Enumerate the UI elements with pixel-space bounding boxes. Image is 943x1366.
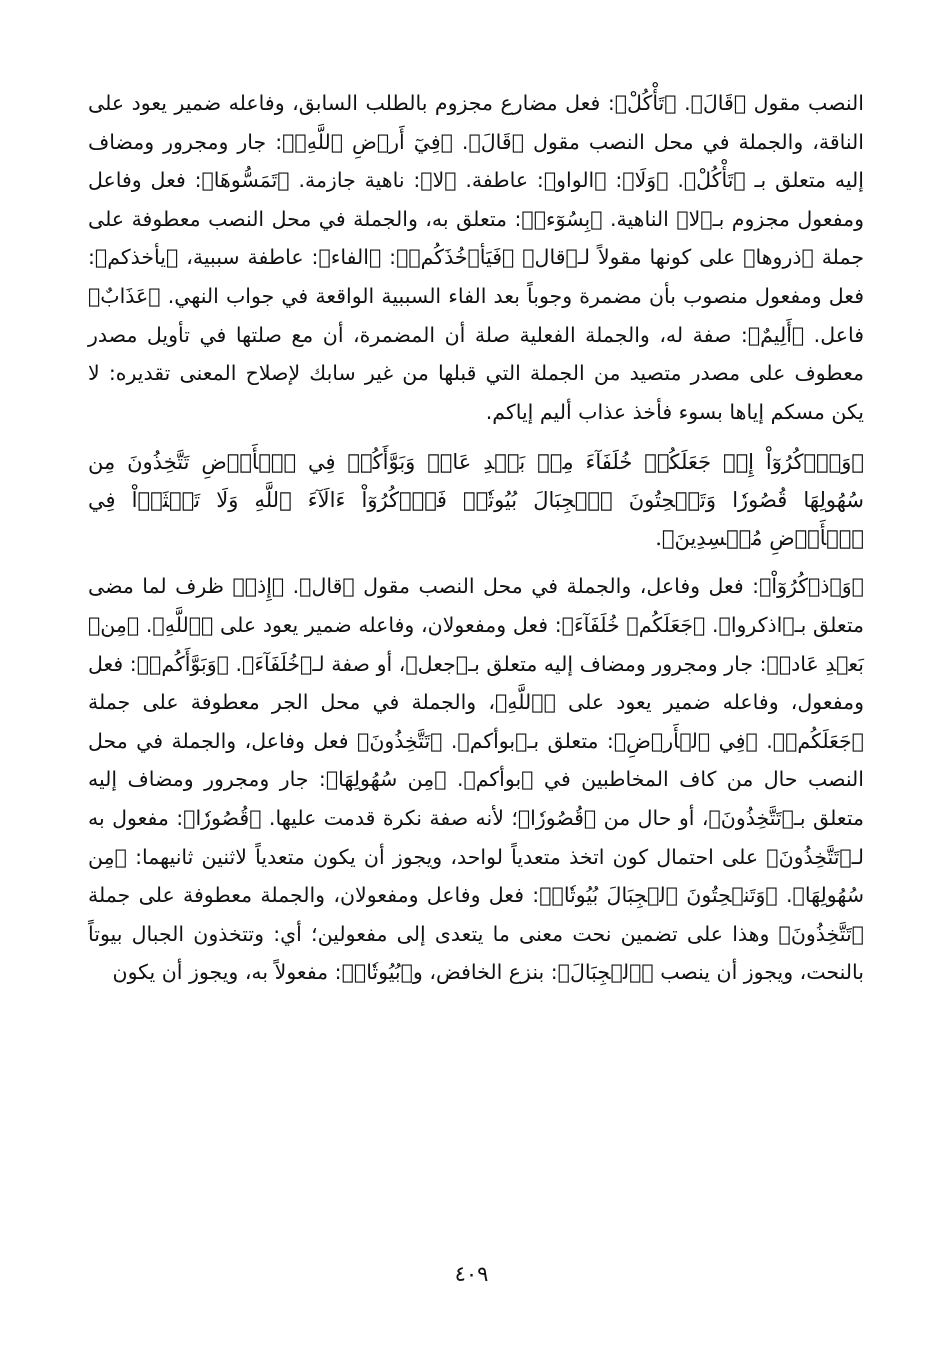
commentary-paragraph-2 xyxy=(88,567,864,992)
quran-verse xyxy=(88,443,864,557)
paragraph-text: ﴿وَٱذۡكُرُوٓاْ﴾: فعل وفاعل، والجملة في محل النصب مقول ﴿قال﴾. ﴿إِذۡ﴾ ظرف لما مضى متعلق بـ﴿اذكروا﴾. ﴿جَعَلَكُمۡ خُلَفَآءَ﴾: فعل ومفعولان، وفاعله ضمير يعود على ﴿ٱللَّهِ﴾. ﴿مِنۢ بَعۡدِ عَادٖ﴾: جار ومجرور ومضاف إليه متعلق بـ﴿جعل﴾، أو صفة لـ﴿خُلَفَآءَ﴾. ﴿وَبَوَّأَكُمۡ﴾: فعل ومفعول، وفاعله ضمير يعود على ﴿ٱللَّهِ﴾، والجملة في محل الجر معطوفة على جملة ﴿جَعَلَكُمۡ﴾. ﴿فِي ٱلۡأَرۡضِ﴾: متعلق بـ﴿بوأكم﴾. ﴿تَتَّخِذُونَ﴾ فعل وفاعل، والجملة في محل النصب حال من كاف المخاطبين في ﴿بوأكم﴾. ﴿مِن سُهُولِهَا﴾: جار ومجرور ومضاف إليه متعلق بـ﴿تَتَّخِذُونَ﴾، أو حال من ﴿قُصُورٗا﴾؛ لأنه صفة نكرة قدمت عليها. ﴿قُصُورٗا﴾: مفعول به لـ﴿تَتَّخِذُونَ﴾ على احتمال كون اتخذ متعدياً لواحد، ويجوز أن يكون متعدياً لاثنين ثانيهما: ﴿مِن سُهُولِهَا﴾. ﴿وَتَنۡحِتُونَ ٱلۡجِبَالَ بُيُوتٗاۖ﴾: فعل وفاعل ومفعولان، والجملة معطوفة على جملة ﴿تَتَّخِذُونَ﴾ وهذا على تضمين نحت معنى ما يتعدى إلى مفعولين؛ أي: وتتخذون الجبال بيوتاً بالنحت، ويجوز أن ينصب ﴿ٱلۡجِبَالَ﴾: بنزع الخافض، و﴿بُيُوتٗاۖ﴾: مفعولاً به، ويجوز أن يكون xyxy=(88,574,864,985)
page-body xyxy=(88,84,864,992)
paragraph-text: النصب مقول ﴿قَالَ﴾. ﴿تَأْكُلْ﴾: فعل مضارع مجزوم بالطلب السابق، وفاعله ضمير يعود على الناقة، والجملة في محل النصب مقول ﴿قَالَ﴾. ﴿فِيٓ أَرۡضِ ٱللَّهِۖ﴾: جار ومجرور ومضاف إليه متعلق بـ ﴿تَأْكُلْ﴾. ﴿وَلَا﴾: ﴿الواو﴾: عاطفة. ﴿لا﴾: ناهية جازمة. ﴿تَمَسُّوهَا﴾: فعل وفاعل ومفعول مجزوم بـ﴿لا﴾ الناهية. ﴿بِسُوٓءٖ﴾: متعلق به، والجملة في محل النصب معطوفة على جملة ﴿ذروها﴾ على كونها مقولاً لـ﴿قال﴾ ﴿فَيَأۡخُذَكُمۡ﴾: ﴿الفاء﴾: عاطفة سببية، ﴿يأخذكم﴾: فعل ومفعول منصوب بأن مضمرة وجوباً بعد الفاء السببية الواقعة في جواب النهي. ﴿عَذَابٌ﴾ فاعل. ﴿أَلِيمٌ﴾: صفة له، والجملة الفعلية صلة أن المضمرة، أن مع صلتها في تأويل مصدر معطوف على مصدر متصيد من الجملة التي قبلها من غير سابك لإصلاح المعنى تقديره: لا يكن مسكم إياها بسوء فأخذ عذاب أليم إياكم. xyxy=(88,91,864,424)
verse-text: ﴿وَٱذۡكُرُوٓاْ إِذۡ جَعَلَكُمۡ خُلَفَآءَ مِنۢ بَعۡدِ عَادٖ وَبَوَّأَكُمۡ فِي ٱلۡأَرۡضِ تَتَّخِذُونَ مِن سُهُولِهَا قُصُورٗا وَتَنۡحِتُونَ ٱلۡجِبَالَ بُيُوتٗاۖ فَٱذۡكُرُوٓاْ ءَالَآءَ ٱللَّهِ وَلَا تَعۡثَوۡاْ فِي ٱلۡأَرۡضِ مُفۡسِدِينَ﴾. xyxy=(88,450,864,551)
commentary-paragraph-1 xyxy=(88,84,864,431)
page-number: ٤٠٩ xyxy=(454,1262,489,1286)
